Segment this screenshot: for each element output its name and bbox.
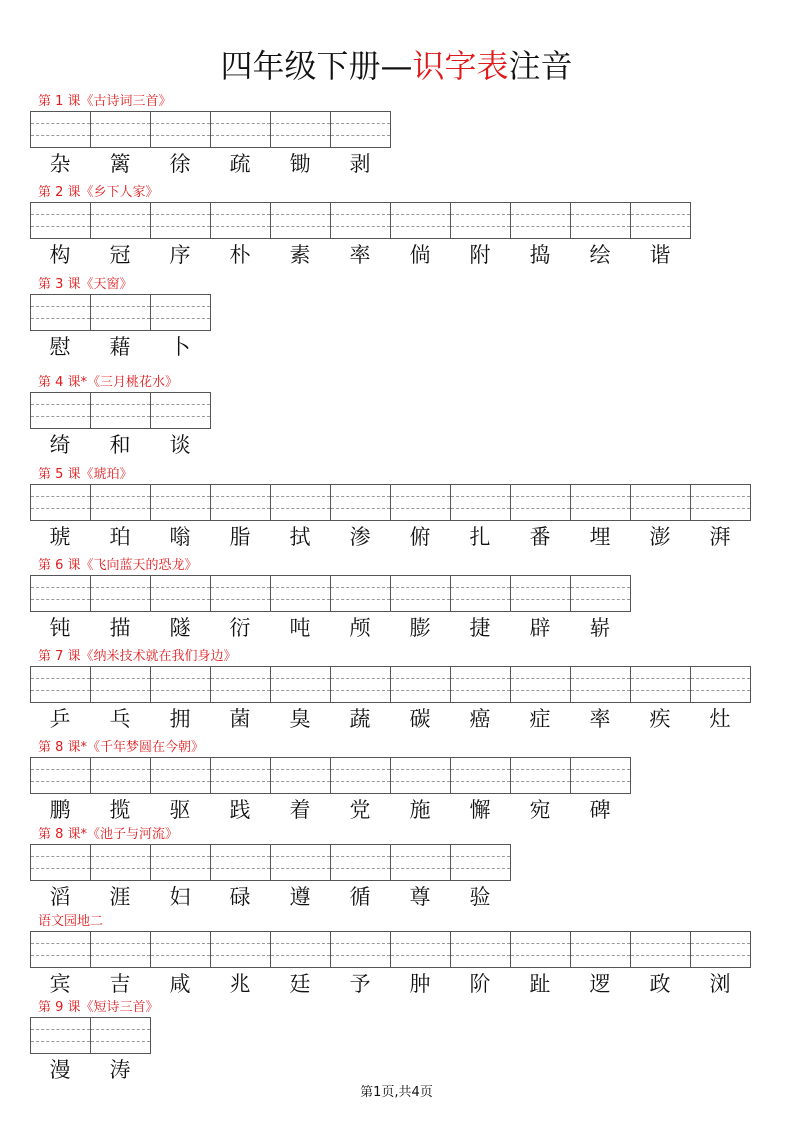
pinyin-writing-cell[interactable] <box>91 202 151 239</box>
hanzi-character: 珀 <box>109 525 131 549</box>
pinyin-writing-cell[interactable] <box>211 757 271 794</box>
pinyin-writing-cell[interactable] <box>511 575 571 612</box>
hanzi-character: 疏 <box>229 152 251 176</box>
hanzi-character: 捣 <box>529 243 551 267</box>
pinyin-writing-cell[interactable] <box>451 202 511 239</box>
pinyin-writing-cell[interactable] <box>691 666 751 703</box>
hanzi-character: 涛 <box>109 1058 131 1082</box>
hanzi-character: 乓 <box>109 707 131 731</box>
pinyin-writing-cell[interactable] <box>211 844 271 881</box>
pinyin-writing-cell[interactable] <box>211 202 271 239</box>
pinyin-writing-cell[interactable] <box>331 844 391 881</box>
hanzi-character: 膨 <box>409 616 431 640</box>
hanzi-character: 绮 <box>49 433 71 457</box>
pinyin-writing-cell[interactable] <box>331 111 391 148</box>
lesson-label: 第 6 课《飞向蓝天的恐龙》 <box>38 558 198 573</box>
hanzi-character: 绘 <box>589 243 611 267</box>
hanzi-character: 和 <box>109 433 131 457</box>
hanzi-character: 兆 <box>229 972 251 996</box>
pinyin-writing-cell[interactable] <box>511 931 571 968</box>
hanzi-character: 懈 <box>469 798 491 822</box>
lesson-label: 第 8 课*《池子与河流》 <box>38 827 179 842</box>
hanzi-character: 碌 <box>229 885 251 909</box>
pinyin-writing-cell[interactable] <box>511 484 571 521</box>
title-main: 四年级下册— <box>220 47 413 85</box>
pinyin-writing-cell[interactable] <box>391 484 451 521</box>
pinyin-writing-cell[interactable] <box>331 484 391 521</box>
character-row <box>30 884 510 910</box>
pinyin-writing-cell[interactable] <box>91 1017 151 1054</box>
hanzi-character: 驱 <box>169 798 191 822</box>
hanzi-character: 崭 <box>589 616 611 640</box>
pinyin-writing-cell[interactable] <box>271 844 331 881</box>
pinyin-writing-cell[interactable] <box>31 575 91 612</box>
hanzi-character: 渗 <box>349 525 371 549</box>
hanzi-character: 衍 <box>229 616 251 640</box>
pinyin-grid <box>30 666 751 703</box>
pinyin-writing-cell[interactable] <box>631 202 691 239</box>
pinyin-writing-cell[interactable] <box>151 202 211 239</box>
hanzi-character: 菌 <box>229 707 251 731</box>
pinyin-writing-cell[interactable] <box>91 666 151 703</box>
hanzi-character: 慰 <box>49 335 71 359</box>
hanzi-character: 鹏 <box>49 798 71 822</box>
hanzi-character: 症 <box>529 707 551 731</box>
hanzi-character: 钝 <box>49 616 71 640</box>
hanzi-character: 涯 <box>109 885 131 909</box>
character-row <box>30 432 210 458</box>
pinyin-writing-cell[interactable] <box>571 575 631 612</box>
pinyin-writing-cell[interactable] <box>31 202 91 239</box>
hanzi-character: 癌 <box>469 707 491 731</box>
hanzi-character: 率 <box>589 707 611 731</box>
hanzi-character: 湃 <box>709 525 731 549</box>
pinyin-writing-cell[interactable] <box>451 757 511 794</box>
hanzi-character: 篱 <box>109 152 131 176</box>
hanzi-character: 浏 <box>709 972 731 996</box>
pinyin-writing-cell[interactable] <box>391 757 451 794</box>
hanzi-character: 宛 <box>529 798 551 822</box>
pinyin-writing-cell[interactable] <box>31 757 91 794</box>
hanzi-character: 灶 <box>709 707 731 731</box>
lesson-label: 第 9 课《短诗三首》 <box>38 1000 159 1015</box>
pinyin-writing-cell[interactable] <box>211 484 271 521</box>
pinyin-writing-cell[interactable] <box>271 931 331 968</box>
pinyin-grid <box>30 111 391 148</box>
pinyin-writing-cell[interactable] <box>31 844 91 881</box>
hanzi-character: 揽 <box>109 798 131 822</box>
page-footer: 第1页,共4页 <box>360 1085 433 1100</box>
hanzi-character: 剥 <box>349 152 371 176</box>
hanzi-character: 嗡 <box>169 525 191 549</box>
hanzi-character: 疾 <box>649 707 671 731</box>
hanzi-character: 隧 <box>169 616 191 640</box>
pinyin-writing-cell[interactable] <box>151 757 211 794</box>
hanzi-character: 颅 <box>349 616 371 640</box>
pinyin-writing-cell[interactable] <box>211 931 271 968</box>
hanzi-character: 锄 <box>289 152 311 176</box>
hanzi-character: 验 <box>469 885 491 909</box>
pinyin-writing-cell[interactable] <box>451 666 511 703</box>
pinyin-writing-cell[interactable] <box>691 931 751 968</box>
character-row <box>30 615 630 641</box>
hanzi-character: 附 <box>469 243 491 267</box>
pinyin-writing-cell[interactable] <box>571 484 631 521</box>
pinyin-writing-cell[interactable] <box>571 931 631 968</box>
hanzi-character: 尊 <box>409 885 431 909</box>
pinyin-writing-cell[interactable] <box>571 666 631 703</box>
hanzi-character: 乒 <box>49 707 71 731</box>
pinyin-writing-cell[interactable] <box>31 484 91 521</box>
hanzi-character: 澎 <box>649 525 671 549</box>
pinyin-writing-cell[interactable] <box>451 931 511 968</box>
lesson-label: 第 7 课《纳米技术就在我们身边》 <box>38 649 237 664</box>
hanzi-character: 滔 <box>49 885 71 909</box>
hanzi-character: 脂 <box>229 525 251 549</box>
pinyin-writing-cell[interactable] <box>151 484 211 521</box>
pinyin-writing-cell[interactable] <box>571 757 631 794</box>
hanzi-character: 碑 <box>589 798 611 822</box>
hanzi-character: 臭 <box>289 707 311 731</box>
hanzi-character: 践 <box>229 798 251 822</box>
pinyin-writing-cell[interactable] <box>511 666 571 703</box>
pinyin-grid <box>30 1017 151 1054</box>
hanzi-character: 杂 <box>49 152 71 176</box>
hanzi-character: 予 <box>349 972 371 996</box>
pinyin-writing-cell[interactable] <box>631 484 691 521</box>
pinyin-writing-cell[interactable] <box>391 666 451 703</box>
pinyin-writing-cell[interactable] <box>31 931 91 968</box>
hanzi-character: 率 <box>349 243 371 267</box>
hanzi-character: 拭 <box>289 525 311 549</box>
hanzi-character: 琥 <box>49 525 71 549</box>
hanzi-character: 蔬 <box>349 707 371 731</box>
hanzi-character: 阶 <box>469 972 491 996</box>
lesson-label: 第 3 课《天窗》 <box>38 277 133 292</box>
pinyin-writing-cell[interactable] <box>331 666 391 703</box>
character-row <box>30 797 630 823</box>
lesson-label: 第 4 课*《三月桃花水》 <box>38 375 179 390</box>
character-row <box>30 706 750 732</box>
hanzi-character: 扎 <box>469 525 491 549</box>
hanzi-character: 漫 <box>49 1058 71 1082</box>
pinyin-writing-cell[interactable] <box>391 202 451 239</box>
character-row <box>30 1057 150 1083</box>
pinyin-writing-cell[interactable] <box>91 392 151 429</box>
pinyin-writing-cell[interactable] <box>31 1017 91 1054</box>
pinyin-writing-cell[interactable] <box>211 111 271 148</box>
pinyin-writing-cell[interactable] <box>511 202 571 239</box>
pinyin-writing-cell[interactable] <box>91 931 151 968</box>
lesson-label: 第 5 课《琥珀》 <box>38 467 133 482</box>
hanzi-character: 廷 <box>289 972 311 996</box>
pinyin-writing-cell[interactable] <box>91 484 151 521</box>
hanzi-character: 捷 <box>469 616 491 640</box>
pinyin-writing-cell[interactable] <box>331 757 391 794</box>
pinyin-writing-cell[interactable] <box>331 931 391 968</box>
pinyin-grid <box>30 931 751 968</box>
pinyin-writing-cell[interactable] <box>151 111 211 148</box>
lesson-label: 语文园地二 <box>38 914 104 929</box>
pinyin-grid <box>30 392 211 429</box>
hanzi-character: 徐 <box>169 152 191 176</box>
pinyin-writing-cell[interactable] <box>271 484 331 521</box>
pinyin-writing-cell[interactable] <box>271 757 331 794</box>
hanzi-character: 俯 <box>409 525 431 549</box>
pinyin-grid <box>30 575 631 612</box>
hanzi-character: 宾 <box>49 972 71 996</box>
pinyin-writing-cell[interactable] <box>691 484 751 521</box>
hanzi-character: 素 <box>289 243 311 267</box>
hanzi-character: 趾 <box>529 972 551 996</box>
character-row <box>30 971 750 997</box>
pinyin-writing-cell[interactable] <box>91 844 151 881</box>
pinyin-grid <box>30 294 211 331</box>
hanzi-character: 遵 <box>289 885 311 909</box>
hanzi-character: 谈 <box>169 433 191 457</box>
hanzi-character: 咸 <box>169 972 191 996</box>
pinyin-writing-cell[interactable] <box>331 202 391 239</box>
pinyin-writing-cell[interactable] <box>91 757 151 794</box>
page-title <box>0 46 793 86</box>
hanzi-character: 政 <box>649 972 671 996</box>
character-row <box>30 242 690 268</box>
lesson-label: 第 8 课*《千年梦圆在今朝》 <box>38 740 205 755</box>
pinyin-writing-cell[interactable] <box>631 666 691 703</box>
pinyin-writing-cell[interactable] <box>31 666 91 703</box>
pinyin-writing-cell[interactable] <box>271 666 331 703</box>
pinyin-writing-cell[interactable] <box>211 575 271 612</box>
pinyin-writing-cell[interactable] <box>151 666 211 703</box>
pinyin-grid <box>30 202 691 239</box>
title-tail: 注音 <box>508 47 573 85</box>
pinyin-writing-cell[interactable] <box>631 931 691 968</box>
hanzi-character: 拥 <box>169 707 191 731</box>
pinyin-writing-cell[interactable] <box>391 575 451 612</box>
pinyin-writing-cell[interactable] <box>31 392 91 429</box>
hanzi-character: 番 <box>529 525 551 549</box>
pinyin-writing-cell[interactable] <box>451 484 511 521</box>
pinyin-writing-cell[interactable] <box>91 575 151 612</box>
hanzi-character: 着 <box>289 798 311 822</box>
hanzi-character: 构 <box>49 243 71 267</box>
pinyin-writing-cell[interactable] <box>151 294 211 331</box>
hanzi-character: 妇 <box>169 885 191 909</box>
pinyin-writing-cell[interactable] <box>391 844 451 881</box>
hanzi-character: 施 <box>409 798 431 822</box>
hanzi-character: 肿 <box>409 972 431 996</box>
pinyin-writing-cell[interactable] <box>451 844 511 881</box>
hanzi-character: 辟 <box>529 616 551 640</box>
pinyin-writing-cell[interactable] <box>271 575 331 612</box>
hanzi-character: 谐 <box>649 243 671 267</box>
hanzi-character: 逻 <box>589 972 611 996</box>
hanzi-character: 卜 <box>169 335 191 359</box>
lesson-label: 第 2 课《乡下人家》 <box>38 185 159 200</box>
character-row <box>30 151 390 177</box>
pinyin-writing-cell[interactable] <box>211 666 271 703</box>
hanzi-character: 吨 <box>289 616 311 640</box>
pinyin-writing-cell[interactable] <box>511 757 571 794</box>
hanzi-character: 序 <box>169 243 191 267</box>
pinyin-grid <box>30 484 751 521</box>
pinyin-grid <box>30 844 511 881</box>
hanzi-character: 循 <box>349 885 371 909</box>
lesson-label: 第 1 课《古诗词三首》 <box>38 94 172 109</box>
pinyin-writing-cell[interactable] <box>151 844 211 881</box>
hanzi-character: 埋 <box>589 525 611 549</box>
pinyin-writing-cell[interactable] <box>571 202 631 239</box>
title-highlight: 识字表 <box>412 47 509 85</box>
hanzi-character: 冠 <box>109 243 131 267</box>
pinyin-writing-cell[interactable] <box>91 294 151 331</box>
character-row <box>30 334 210 360</box>
hanzi-character: 碳 <box>409 707 431 731</box>
hanzi-character: 吉 <box>109 972 131 996</box>
pinyin-writing-cell[interactable] <box>391 931 451 968</box>
hanzi-character: 朴 <box>229 243 251 267</box>
pinyin-writing-cell[interactable] <box>331 575 391 612</box>
hanzi-character: 藉 <box>109 335 131 359</box>
pinyin-writing-cell[interactable] <box>151 575 211 612</box>
pinyin-writing-cell[interactable] <box>271 202 331 239</box>
pinyin-writing-cell[interactable] <box>31 111 91 148</box>
hanzi-character: 党 <box>349 798 371 822</box>
pinyin-writing-cell[interactable] <box>91 111 151 148</box>
pinyin-writing-cell[interactable] <box>451 575 511 612</box>
pinyin-writing-cell[interactable] <box>151 392 211 429</box>
pinyin-writing-cell[interactable] <box>271 111 331 148</box>
character-row <box>30 524 750 550</box>
hanzi-character: 倘 <box>409 243 431 267</box>
hanzi-character: 描 <box>109 616 131 640</box>
pinyin-writing-cell[interactable] <box>151 931 211 968</box>
pinyin-writing-cell[interactable] <box>31 294 91 331</box>
pinyin-grid <box>30 757 631 794</box>
